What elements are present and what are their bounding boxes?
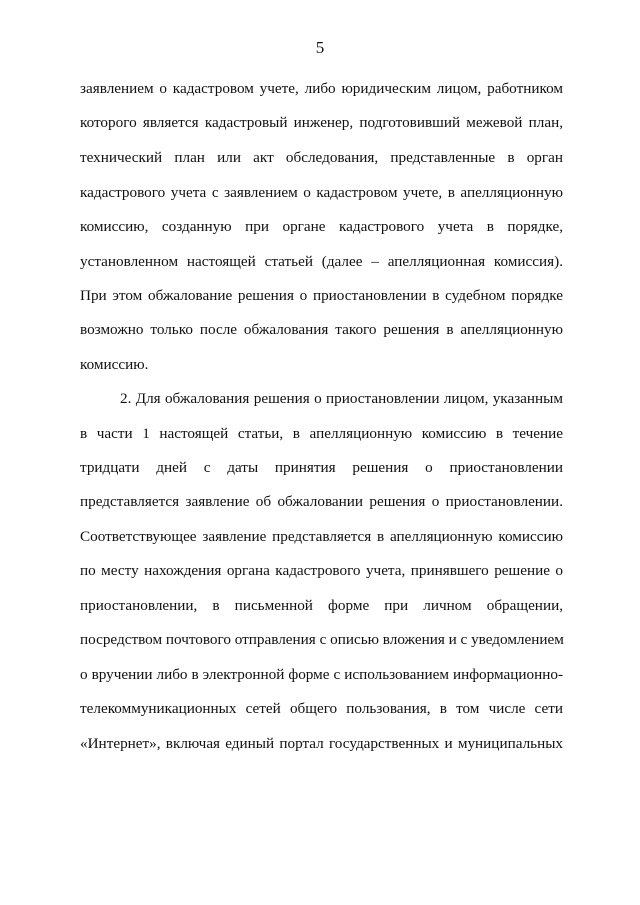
- text-line: телекоммуникационных сетей общего пользования, в том числе сети: [80, 700, 563, 717]
- text-line: установленном настоящей статьей (далее – апелляционная комиссия).: [80, 253, 563, 270]
- text-line: возможно только после обжалования такого решения в апелляционную: [80, 321, 563, 338]
- text-line: При этом обжалование решения о приостановлении в судебном порядке: [80, 287, 563, 304]
- paragraph-first-line: 2. Для обжалования решения о приостановлении лицом, указанным: [120, 390, 563, 407]
- text-line: технический план или акт обследования, представленные в орган: [80, 149, 563, 166]
- text-line: Соответствующее заявление представляется в апелляционную комиссию: [80, 528, 563, 545]
- text-line: кадастрового учета с заявлением о кадастровом учете, в апелляционную: [80, 184, 563, 201]
- text-line: в части 1 настоящей статьи, в апелляционную комиссию в течение: [80, 425, 563, 442]
- text-line: посредством почтового отправления с описью вложения и с уведомлением: [80, 631, 564, 648]
- text-line: заявлением о кадастровом учете, либо юридическим лицом, работником: [80, 80, 563, 97]
- text-line: комиссию, созданную при органе кадастрового учета в порядке,: [80, 218, 563, 235]
- page-number: 5: [315, 38, 325, 57]
- text-line: по месту нахождения органа кадастрового учета, принявшего решение о: [80, 562, 563, 579]
- text-line: которого является кадастровый инженер, подготовивший межевой план,: [80, 114, 563, 131]
- text-line: о вручении либо в электронной форме с использованием информационно-: [80, 666, 563, 683]
- text-line: приостановлении, в письменной форме при личном обращении,: [80, 597, 563, 614]
- text-line: комиссию.: [80, 356, 149, 373]
- text-line: тридцати дней с даты принятия решения о приостановлении: [80, 459, 563, 476]
- text-line: «Интернет», включая единый портал государственных и муниципальных: [80, 735, 563, 752]
- text-line: представляется заявление об обжаловании решения о приостановлении.: [80, 493, 563, 510]
